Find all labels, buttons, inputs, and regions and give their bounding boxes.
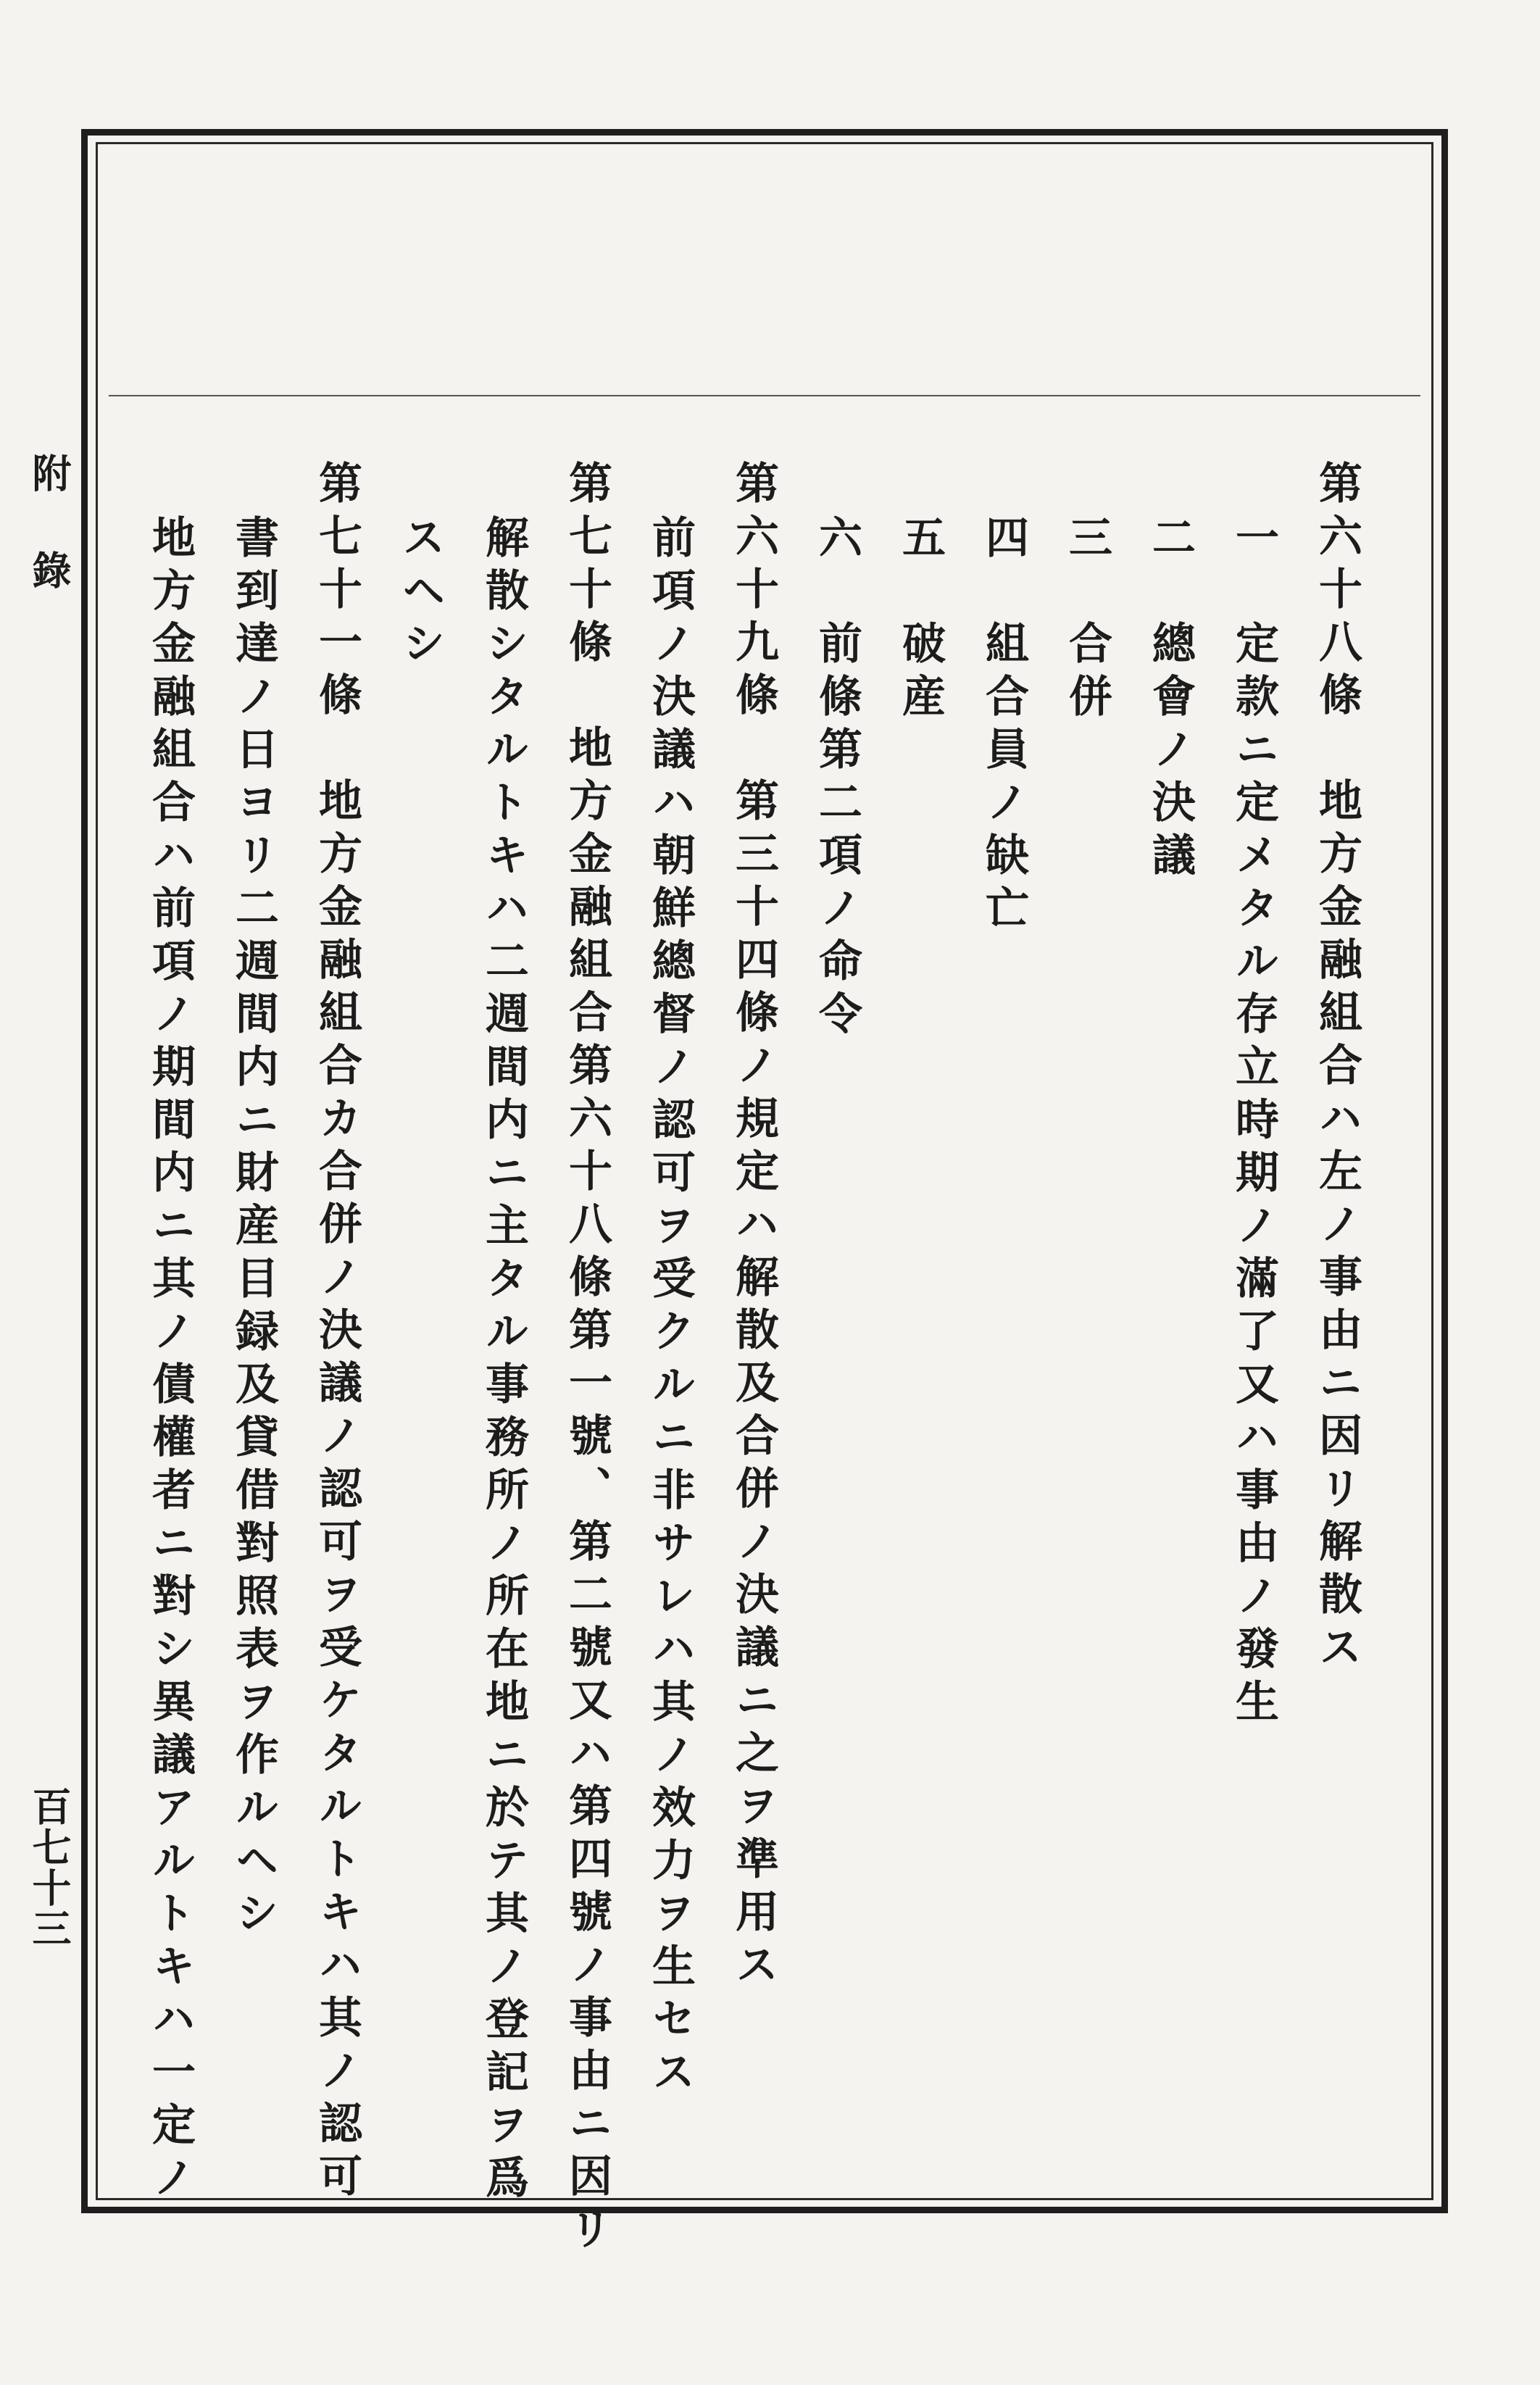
running-title: 附錄 [26,453,72,647]
article-68-item-6: 六 前條第二項ノ命令 [812,515,862,1044]
article-71-paragraph-2: 地方金融組合ハ前項ノ期間内ニ其ノ債權者ニ對シ異議アルトキハ一定ノ [145,515,196,2207]
article-69-heading: 第六十九條 第三十四條ノ規定ハ解散及合併ノ決議ニ之ヲ準用ス [728,460,779,1994]
article-68-item-1: 一 定款ニ定メタル存立時期ノ滿了又ハ事由ノ發生 [1228,515,1279,1731]
article-68-item-3: 三 合併 [1062,515,1112,726]
article-69-paragraph-2: 前項ノ決議ハ朝鮮總督ノ認可ヲ受クルニ非サレハ其ノ效力ヲ生セス [645,515,696,2102]
article-70-heading: 第七十條 地方金融組合第六十八條第一號、第二號又ハ第四號ノ事由ニ因リ [562,460,612,2259]
article-71-continued: 書到達ノ日ヨリ二週間内ニ財産目録及貸借對照表ヲ作ルヘシ [228,515,279,1943]
article-68-item-5: 五 破産 [895,515,946,726]
page-number: 百七十三 [26,1786,72,1949]
article-68-item-4: 四 組合員ノ缺亡 [978,515,1029,938]
article-68-heading: 第六十八條 地方金融組合ハ左ノ事由ニ因リ解散ス [1312,460,1362,1677]
header-rule [109,395,1420,396]
article-70-continued: 解散シタルトキハ二週間内ニ主タル事務所ノ所在地ニ於テ其ノ登記ヲ爲 [478,515,529,2207]
article-70-end: スヘシ [395,515,446,673]
article-68-item-2: 二 總會ノ決議 [1145,515,1196,885]
article-71-heading: 第七十一條 地方金融組合カ合併ノ決議ノ認可ヲ受ケタルトキハ其ノ認可 [312,460,362,2206]
